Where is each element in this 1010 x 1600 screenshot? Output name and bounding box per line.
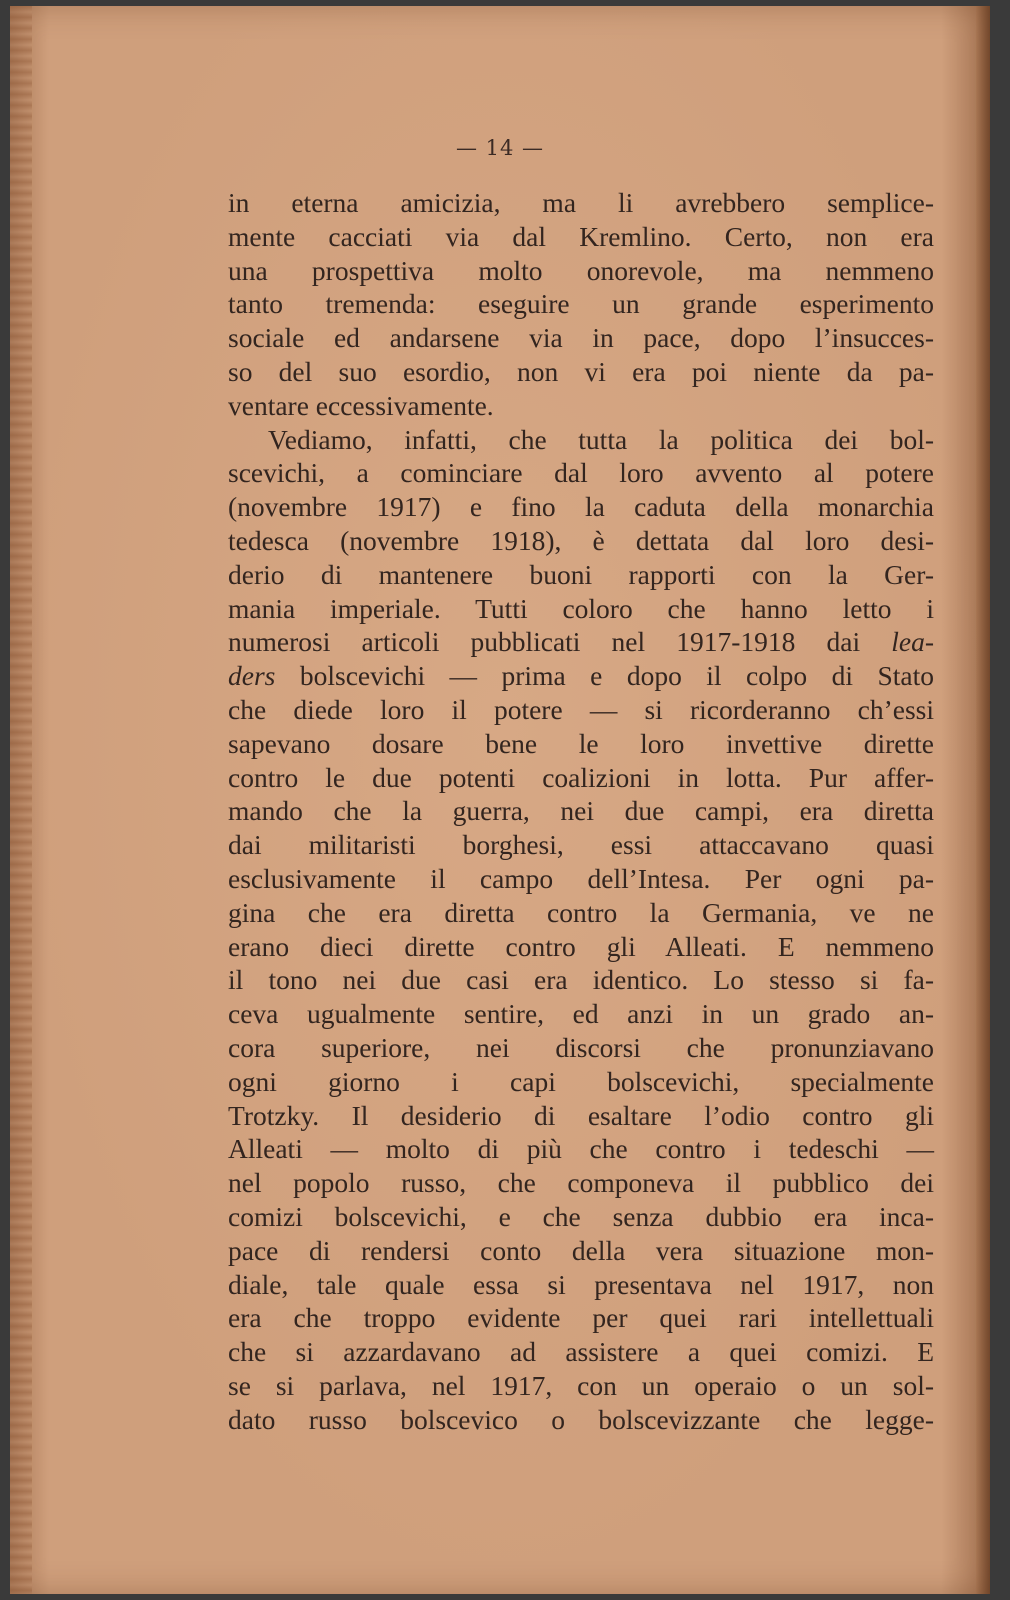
text-line: pace di rendersi conto della vera situazione mon- bbox=[228, 1234, 934, 1266]
text-line: Vediamo, infatti, che tutta la politica dei bol- bbox=[268, 423, 934, 455]
text-line: ogni giorno i capi bolscevichi, specialmente bbox=[228, 1065, 934, 1097]
text-line: ceva ugualmente sentire, ed anzi in un grado an- bbox=[228, 998, 934, 1030]
text-line: se si parlava, nel 1917, con un operaio o un sol- bbox=[228, 1369, 934, 1401]
book-page bbox=[10, 6, 990, 1594]
page-right-edge bbox=[976, 6, 990, 1594]
text-line: ders bolscevichi — prima e dopo il colpo di Stato bbox=[228, 660, 934, 692]
text-line: tanto tremenda: eseguire un grande esperimento bbox=[228, 288, 934, 320]
text-line: in eterna amicizia, ma li avrebbero semplice- bbox=[228, 187, 934, 218]
text-line: esclusivamente il campo dell’Intesa. Per ogni pa- bbox=[228, 862, 934, 894]
text-line: ventare eccessivamente. bbox=[228, 389, 494, 421]
text-line: Alleati — molto di più che contro i tedeschi — bbox=[228, 1133, 934, 1165]
text-line: gina che era diretta contro la Germania, ve ne bbox=[228, 896, 934, 928]
text-line: nel popolo russo, che componeva il pubblico dei bbox=[228, 1167, 934, 1199]
text-line: erano dieci dirette contro gli Alleati. E nemmeno bbox=[228, 930, 934, 962]
text-line: dai militaristi borghesi, essi attaccavano quasi bbox=[228, 829, 934, 861]
text-line: tedesca (novembre 1918), è dettata dal loro desi- bbox=[228, 524, 934, 556]
page-number: — 14 — bbox=[455, 136, 545, 160]
text-line: mando che la guerra, nei due campi, era diretta bbox=[228, 795, 934, 827]
text-line: una prospettiva molto onorevole, ma nemmeno bbox=[228, 254, 934, 286]
text-line: so del suo esordio, non vi era poi niente da pa- bbox=[228, 355, 934, 387]
text-line: diale, tale quale essa si presentava nel 1917, non bbox=[228, 1268, 934, 1300]
text-line: mania imperiale. Tutti coloro che hanno letto i bbox=[228, 592, 934, 624]
text-line: cora superiore, nei discorsi che pronunziavano bbox=[228, 1031, 934, 1063]
text-line: che si azzardavano ad assistere a quei comizi. E bbox=[228, 1336, 934, 1368]
text-line: derio di mantenere buoni rapporti con la Ger- bbox=[228, 558, 934, 590]
text-line: che diede loro il potere — si ricorderanno ch’essi bbox=[228, 693, 934, 725]
text-line: numerosi articoli pubblicati nel 1917-1918 dai lea- bbox=[228, 626, 934, 658]
body-text bbox=[228, 186, 934, 1436]
text-line: sapevano dosare bene le loro invettive dirette bbox=[228, 727, 934, 759]
text-line: Trotzky. Il desiderio di esaltare l’odio contro gli bbox=[228, 1099, 934, 1131]
text-line: il tono nei due casi era identico. Lo stesso si fa- bbox=[228, 964, 934, 996]
text-line: era che troppo evidente per quei rari intellettuali bbox=[228, 1302, 934, 1334]
text-line: (novembre 1917) e fino la caduta della monarchia bbox=[228, 491, 934, 523]
text-line: mente cacciati via dal Kremlino. Certo, non era bbox=[228, 220, 934, 252]
text-line: scevichi, a cominciare dal loro avvento al potere bbox=[228, 457, 934, 489]
text-line: dato russo bolscevico o bolscevizzante che legge- bbox=[228, 1403, 934, 1435]
page-left-edge bbox=[10, 6, 32, 1594]
text-line: comizi bolscevichi, e che senza dubbio era inca- bbox=[228, 1200, 934, 1232]
text-line: contro le due potenti coalizioni in lotta. Pur affer- bbox=[228, 761, 934, 793]
text-line: sociale ed andarsene via in pace, dopo l’insucces- bbox=[228, 322, 934, 354]
